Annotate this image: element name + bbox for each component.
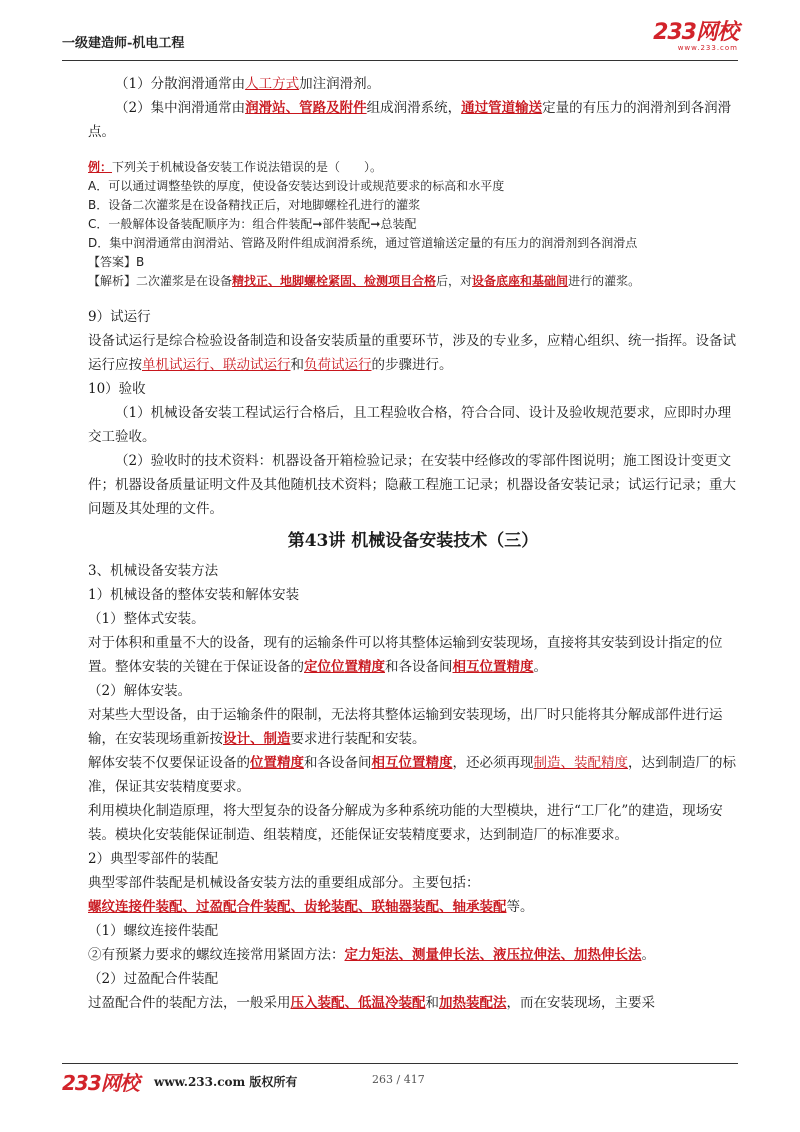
highlight: 设备底座和基础间: [472, 274, 569, 288]
analysis: 【解析】二次灌浆是在设备精找正、地脚螺栓紧固、检测项目合格后，对设备底座和基础间进行的灌浆。: [88, 274, 641, 288]
paragraph: 设备试运行是综合检验设备制造和设备安装质量的重要环节，涉及的专业多，应精心组织、统一指挥。设备试运行应按单机试运行、联动试运行和负荷试运行的步骤进行。: [88, 333, 736, 373]
subsection-heading: （2）过盈配合件装配: [88, 971, 219, 987]
paragraph: 对于体积和重量不大的设备，现有的运输条件可以将其整体运输到安装现场，直接将其安装到设计指定的位置。整体安装的关键在于保证设备的定位位置精度和各设备间相互位置精度。: [88, 635, 723, 675]
paragraph: 对某些大型设备，由于运输条件的限制，无法将其整体运输到安装现场，出厂时只能将其分解成部件进行运输，在安装现场重新按设计、制造要求进行装配和安装。: [88, 707, 723, 747]
section-heading: 1）机械设备的整体安装和解体安装: [88, 587, 300, 603]
paragraph: 螺纹连接件装配、过盈配合件装配、齿轮装配、联轴器装配、轴承装配等。: [88, 899, 534, 915]
site-logo: [653, 22, 738, 52]
option-d: D．集中润滑通常由润滑站、管路及附件组成润滑系统，通过管道输送定量的有压力的润滑剂到各润滑点: [88, 236, 638, 250]
subsection-heading: （1）螺纹连接件装配: [88, 923, 219, 939]
highlight: 螺纹连接件装配、过盈配合件装配、齿轮装配、联轴器装配、轴承装配: [88, 899, 507, 915]
paragraph: （2）验收时的技术资料：机器设备开箱检验记录；在安装中经修改的零部件图说明；施工图设计变更文件；机器设备质量证明文件及其他随机技术资料；隐蔽工程施工记录；机器设备安装记录；试运行记录；重大问题及其处理的文件。: [88, 453, 736, 517]
logo-text: 233网校: [653, 20, 738, 45]
section-heading: 9）试运行: [88, 309, 151, 325]
example-block: [88, 158, 738, 291]
option-b: B．设备二次灌浆是在设备精找正后，对地脚螺栓孔进行的灌浆: [88, 198, 421, 212]
highlight: 润滑站、管路及附件: [245, 100, 367, 116]
logo-url: www.233.com: [677, 44, 738, 52]
lecture-title: 第43讲 机械设备安装技术（三）: [287, 531, 539, 551]
highlight: 单机试运行、联动试运行: [142, 357, 291, 373]
section-heading: 2）典型零部件的装配: [88, 851, 219, 867]
option-a: A．可以通过调整垫铁的厚度，使设备安装达到设计或规范要求的标高和水平度: [88, 179, 505, 193]
highlight: 设计、制造: [223, 731, 291, 747]
paragraph: （1）机械设备安装工程试运行合格后，且工程验收合格，符合合同、设计及验收规范要求，应即时办理交工验收。: [88, 405, 732, 445]
highlight: 精找正、地脚螺栓紧固、检测项目合格: [232, 274, 437, 288]
footer-rule: [62, 1063, 738, 1064]
highlight: 相互位置精度: [371, 755, 453, 771]
answer: 【答案】B: [88, 255, 145, 269]
header-rule: [62, 60, 738, 61]
highlight: 制造、装配精度: [533, 755, 628, 771]
paragraph: （2）集中润滑通常由润滑站、管路及附件组成润滑系统，通过管道输送定量的有压力的润滑剂到各润滑点。: [88, 100, 732, 140]
paragraph: ②有预紧力要求的螺纹连接常用紧固方法：定力矩法、测量伸长法、液压拉伸法、加热伸长法。: [88, 947, 655, 963]
highlight: 通过管道输送: [461, 100, 543, 116]
page-content: [88, 72, 738, 1015]
highlight: 负荷试运行: [304, 357, 372, 373]
example-question: 例：下列关于机械设备安装工作说法错误的是（ ）。: [88, 160, 383, 174]
page-footer: [62, 1063, 738, 1093]
section-heading: 10）验收: [88, 381, 146, 397]
highlight: 加热装配法: [439, 995, 507, 1011]
paragraph: 解体安装不仅要保证设备的位置精度和各设备间相互位置精度，还必须再现制造、装配精度，达到制造厂的标准，保证其安装精度要求。: [88, 755, 736, 795]
subsection-heading: （1）整体式安装。: [88, 611, 205, 627]
copyright: www.233.com 版权所有: [154, 1075, 298, 1089]
footer-logo: 233网校: [62, 1071, 139, 1095]
document-title: 一级建造师-机电工程: [62, 36, 185, 51]
paragraph: 利用模块化制造原理，将大型复杂的设备分解成为多种系统功能的大型模块，进行“工厂化”的建造，现场安装。模块化安装能保证制造、组装精度，还能保证安装精度要求，达到制造厂的标准要求。: [88, 803, 723, 843]
section-heading: 3、机械设备安装方法: [88, 563, 219, 579]
paragraph: （1）分散润滑通常由人工方式加注润滑剂。: [115, 76, 381, 92]
highlight: 相互位置精度: [452, 659, 534, 675]
option-c: C．一般解体设备装配顺序为：组合件装配➞部件装配➞总装配: [88, 217, 417, 231]
highlight: 定位位置精度: [304, 659, 385, 675]
example-label: 例：: [88, 160, 113, 174]
highlight: 压入装配、低温冷装配: [290, 995, 426, 1011]
paragraph: 典型零部件装配是机械设备安装方法的重要组成部分。主要包括：: [88, 875, 480, 891]
highlight: 人工方式: [245, 76, 300, 92]
subsection-heading: （2）解体安装。: [88, 683, 192, 699]
paragraph: 过盈配合件的装配方法，一般采用压入装配、低温冷装配和加热装配法，而在安装现场，主要采: [88, 995, 655, 1011]
page-header: [62, 22, 738, 56]
page-number: 263 / 417: [372, 1073, 425, 1086]
highlight: 定力矩法、测量伸长法、液压拉伸法、加热伸长法: [344, 947, 642, 963]
highlight: 位置精度: [250, 755, 304, 771]
